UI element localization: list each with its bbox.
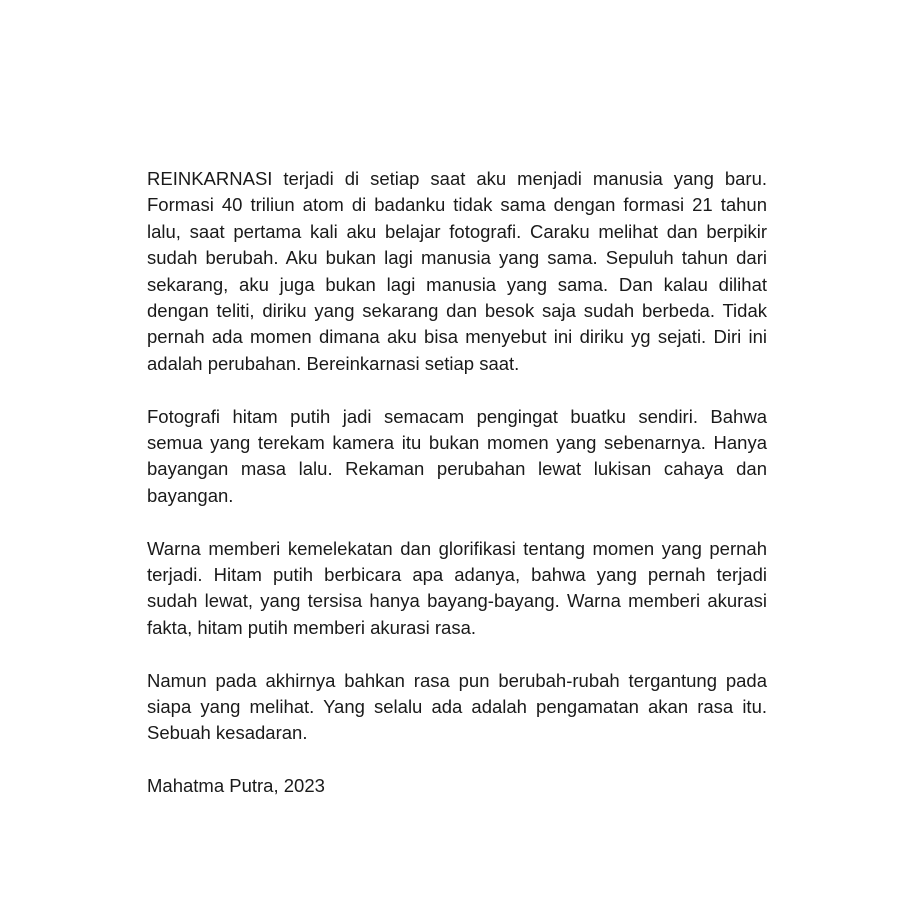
paragraph-warna: Warna memberi kemelekatan dan glorifikasi tentang momen yang pernah terjadi. Hitam putih berbicara apa adanya, bahwa yang pernah terjadi sudah lewat, yang tersisa hanya bayang-bayang. Warna memberi akurasi fakta, hitam putih memberi akurasi rasa. <box>147 537 767 638</box>
paragraph-fotografi-hitam-putih: Fotografi hitam putih jadi semacam pengingat buatku sendiri. Bahwa semua yang terekam kamera itu bukan momen yang sebenarnya. Hanya bayangan masa lalu. Rekaman perubahan lewat lukisan cahaya dan bayangan. <box>147 405 767 506</box>
paragraph-reinkarnasi: REINKARNASI terjadi di setiap saat aku menjadi manusia yang baru. Formasi 40 triliun atom di badanku tidak sama dengan formasi 21 tahun lalu, saat pertama kali aku belajar fotografi. Caraku melihat dan berpikir sudah berubah. Aku bukan lagi manusia yang sama. Sepuluh tahun dari sekarang, aku juga bukan lagi manusia yang sama. Dan kalau dilihat dengan teliti, diriku yang sekarang dan besok saja sudah berbeda. Tidak pernah ada momen dimana aku bisa menyebut ini diriku yg sejati. Diri ini adalah perubahan. Bereinkarnasi setiap saat. <box>147 168 767 374</box>
document-body <box>147 166 767 800</box>
author-signature: Mahatma Putra, 2023 <box>147 775 325 797</box>
paragraph-kesadaran: Namun pada akhirnya bahkan rasa pun berubah-rubah tergantung pada siapa yang melihat. Yang selalu ada adalah pengamatan akan rasa itu. Sebuah kesadaran. <box>147 669 767 744</box>
